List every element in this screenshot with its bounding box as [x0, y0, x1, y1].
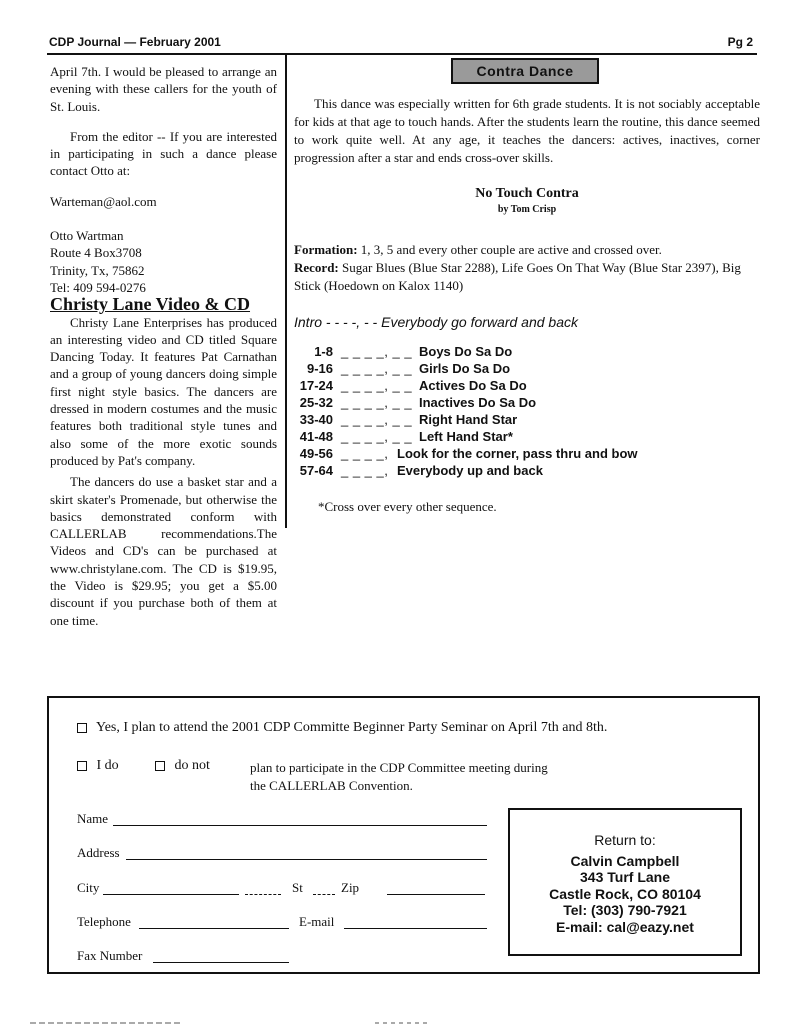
dance-title: No Touch Contra: [475, 186, 579, 201]
sequence-row: [294, 445, 714, 462]
sequence-beats: 17-24: [299, 378, 333, 393]
dance-sequence: [294, 343, 714, 479]
sequence-footnote: *Cross over every other sequence.: [318, 499, 497, 514]
participate-text: [250, 759, 548, 795]
badge-label: Contra Dance: [476, 63, 574, 79]
sequence-row: [294, 462, 714, 479]
address-line: Tel: 409 594-0276: [50, 279, 146, 295]
telephone-label: Telephone: [77, 914, 131, 929]
address-line: Otto Wartman: [50, 228, 124, 244]
contra-dance-badge: [451, 58, 599, 84]
participate-line: plan to participate in the CDP Committee meeting during: [250, 760, 548, 775]
sequence-call: Actives Do Sa Do: [419, 378, 527, 393]
formation-text: 1, 3, 5 and every other couple are active and crossed over.: [357, 242, 662, 257]
sequence-call: Look for the corner, pass thru and bow: [397, 446, 638, 461]
dance-intro-paragraph: This dance was especially written for 6th grade students. It is not sociably acceptable for kids at that age to touch hands. After the students learn the routine, this dance seemed to work quite well. At any age, it teaches the dancers: actives, inactives, corner progression after a star and ends cross-over skills.: [294, 96, 760, 165]
sequence-call: Left Hand Star*: [419, 429, 513, 444]
sequence-blank: _ _ _ _, _ _: [341, 361, 413, 376]
sequence-blank: _ _ _ _, _ _: [341, 344, 413, 359]
return-label: Return to:: [594, 832, 656, 848]
email-label: E-mail: [299, 914, 335, 929]
address-line: Route 4 Box3708: [50, 245, 142, 261]
return-address-box: [508, 808, 742, 956]
sequence-blank: _ _ _ _, _ _: [341, 412, 413, 427]
do-not-option: [155, 758, 210, 774]
sequence-beats: 9-16: [306, 361, 333, 376]
page-number: Pg 2: [727, 35, 753, 49]
header-rule: [47, 53, 757, 55]
state-field[interactable]: [313, 894, 335, 895]
sequence-blank: _ _ _ _, _ _: [341, 429, 413, 444]
scan-artifact: [30, 1022, 430, 1024]
article-title: Christy Lane Video & CD: [50, 294, 251, 315]
telephone-field[interactable]: [139, 928, 289, 929]
zip-label: Zip: [341, 880, 360, 895]
formation-label: Formation:: [294, 242, 358, 257]
record-text: Sugar Blues (Blue Star 2288), Life Goes On That Way (Blue Star 2397), Big Stick (Hoedown on Kalox 1140): [294, 260, 741, 293]
do-not-label: do not: [174, 758, 210, 773]
name-label: Name: [77, 811, 109, 826]
fax-label: Fax Number: [77, 948, 143, 963]
email-field[interactable]: [344, 928, 487, 929]
formation-block: [294, 241, 760, 295]
return-tel: Tel: (303) 790-7921: [563, 902, 687, 918]
sequence-beats: 49-56: [299, 446, 333, 461]
return-street: 343 Turf Lane: [580, 869, 670, 885]
article-paragraph: Christy Lane Enterprises has produced an interesting video and CD titled Square Dancing Today. It features Pat Carnathan and a group of young dancers doing simple first night style basics. The dancers are dressed in modern costumes and the music features both traditional style tunes and also some of the more exotic sounds produced by Pat's company.: [50, 314, 277, 468]
i-do-checkbox[interactable]: [77, 761, 87, 771]
address-label: Address: [77, 845, 120, 860]
article-paragraph: The dancers do use a basket star and a skirt skater's Promenade, but otherwise the basics demonstrated conform with CALLERLAB recommendations.The Videos and CD's can be purchased at www.christylane.com. The CD is $19.95, the Video is $29.95; you get a $5.00 discount if you purchase both of them at one time.: [50, 474, 277, 628]
journal-header: CDP Journal — February 2001: [49, 35, 221, 49]
city-field[interactable]: [103, 894, 239, 895]
contact-address: [50, 227, 277, 296]
fax-field[interactable]: [153, 962, 289, 963]
sequence-blank: _ _ _ _,: [341, 463, 389, 478]
sequence-row: [294, 428, 714, 445]
record-label: Record:: [294, 260, 339, 275]
invitation-paragraph: April 7th. I would be pleased to arrange an evening with these callers for the youth of St. Louis.: [50, 64, 277, 114]
address-field[interactable]: [126, 859, 487, 860]
participate-line: the CALLERLAB Convention.: [250, 778, 413, 793]
intro-call: Intro - - - -, - - Everybody go forward and back: [294, 314, 578, 330]
address-line: Trinity, Tx, 75862: [50, 262, 145, 278]
state-label: St: [292, 880, 303, 895]
sequence-beats: 25-32: [299, 395, 333, 410]
return-city: Castle Rock, CO 80104: [549, 885, 701, 902]
attend-option: [77, 720, 607, 736]
sequence-call: Boys Do Sa Do: [419, 344, 513, 359]
return-email: E-mail: cal@eazy.net: [556, 918, 694, 935]
city-field-extension[interactable]: [245, 894, 281, 895]
attend-checkbox[interactable]: [77, 723, 87, 733]
dance-author: by Tom Crisp: [497, 204, 557, 215]
sequence-row: [294, 360, 714, 377]
city-label: City: [77, 880, 100, 895]
left-column: [50, 63, 277, 629]
sequence-row: [294, 377, 714, 394]
sequence-row: [294, 394, 714, 411]
sequence-blank: _ _ _ _, _ _: [341, 378, 413, 393]
sequence-blank: _ _ _ _,: [341, 446, 389, 461]
sequence-call: Right Hand Star: [419, 412, 518, 427]
sequence-beats: 41-48: [299, 429, 333, 444]
column-divider: [285, 55, 287, 528]
return-name: Calvin Campbell: [570, 852, 680, 869]
sequence-call: Everybody up and back: [397, 463, 543, 478]
name-field[interactable]: [113, 825, 487, 826]
sequence-call: Girls Do Sa Do: [419, 361, 511, 376]
zip-field[interactable]: [387, 894, 485, 895]
sequence-beats: 57-64: [299, 463, 333, 478]
sequence-beats: 33-40: [299, 412, 333, 427]
sequence-row: [294, 343, 714, 360]
sequence-call: Inactives Do Sa Do: [419, 395, 537, 410]
sequence-row: [294, 411, 714, 428]
right-column: [294, 95, 760, 331]
sequence-blank: _ _ _ _, _ _: [341, 395, 413, 410]
do-not-checkbox[interactable]: [155, 761, 165, 771]
attend-text: Yes, I plan to attend the 2001 CDP Committe Beginner Party Seminar on April 7th and 8th.: [95, 720, 608, 735]
i-do-option: [77, 758, 119, 774]
i-do-label: I do: [96, 758, 119, 773]
editor-note: From the editor -- If you are interested in participating in such a dance please contact Otto at:: [50, 128, 277, 179]
sequence-beats: 1-8: [314, 344, 333, 359]
contact-email: Warteman@aol.com: [50, 193, 157, 209]
